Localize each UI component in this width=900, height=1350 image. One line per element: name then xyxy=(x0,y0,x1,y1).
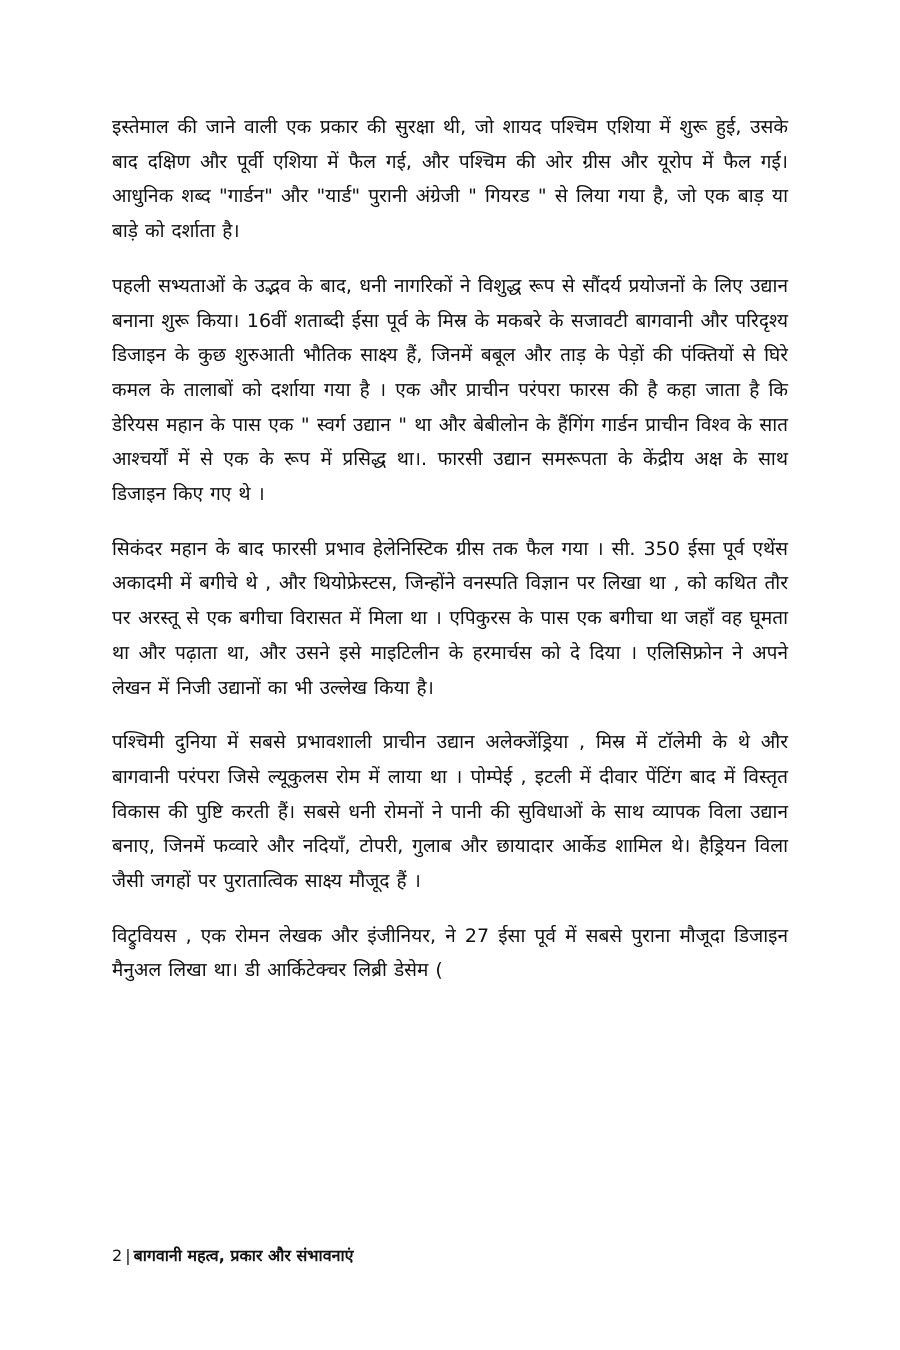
page-number: 2 xyxy=(112,1246,123,1265)
paragraph-2: पहली सभ्यताओं के उद्भव के बाद, धनी नागरिकों ने विशुद्ध रूप से सौंदर्य प्रयोजनों के लिए उद्यान बनाना शुरू किया। 16वीं शताब्दी ईसा पूर्व के मिस्र के मकबरे के सजावटी बागवानी और परिदृश्य डिजाइन के कुछ शुरुआती भौतिक साक्ष्य हैं, जिनमें बबूल और ताड़ के पेड़ों की पंक्तियों से घिरे कमल के तालाबों को दर्शाया गया है । एक और प्राचीन परंपरा फारस की है कहा जाता है कि डेरियस महान के पास एक " स्वर्ग उद्यान " था और बेबीलोन के हैंगिंग गार्डन प्राचीन विश्व के सात आश्चर्यों में से एक के रूप में प्रसिद्ध था।. फारसी उद्यान समरूपता के केंद्रीय अक्ष के साथ डिजाइन किए गए थे । xyxy=(112,274,788,506)
paragraph-4: पश्चिमी दुनिया में सबसे प्रभावशाली प्राचीन उद्यान अलेक्जेंड्रिया , मिस्र में टॉलेमी के थे और बागवानी परंपरा जिसे ल्यूकुलस रोम में लाया था । पोम्पेई , इटली में दीवार पेंटिंग बाद में विस्तृत विकास की पुष्टि करती हैं। सबसे धनी रोमनों ने पानी की सुविधाओं के साथ व्यापक विला उद्यान बनाए, जिनमें फव्वारे और नदियाँ, टोपरी, गुलाब और छायादार आर्केड शामिल थे। हैड्रियन विला जैसी जगहों पर पुरातात्विक साक्ष्य मौजूद हैं । xyxy=(112,731,788,893)
footer-separator: | xyxy=(125,1246,131,1265)
paragraph-5: विट्रुवियस , एक रोमन लेखक और इंजीनियर, ने 27 ईसा पूर्व में सबसे पुराना मौजूदा डिजाइन मैनुअल लिखा था। डी आर्किटेक्चर लिब्री डेसेम ( xyxy=(112,924,788,982)
paragraph-1: इस्तेमाल की जाने वाली एक प्रकार की सुरक्षा थी, जो शायद पश्चिम एशिया में शुरू हुई, उसके बाद दक्षिण और पूर्वी एशिया में फैल गई, और पश्चिम की ओर ग्रीस और यूरोप में फैल गई। आधुनिक शब्द "गार्डन" और "यार्ड" पुरानी अंग्रेजी " गियरड " से लिया गया है, जो एक बाड़ या बाड़े को दर्शाता है। xyxy=(112,116,788,243)
body-text xyxy=(112,110,788,1008)
page-footer xyxy=(112,1244,353,1268)
paragraph-3: सिकंदर महान के बाद फारसी प्रभाव हेलेनिस्टिक ग्रीस तक फैल गया । सी. 350 ईसा पूर्व एथेंस अकादमी में बगीचे थे , और थियोफ्रेस्टस, जिन्होंने वनस्पति विज्ञान पर लिखा था , को कथित तौर पर अरस्तू से एक बगीचा विरासत में मिला था । एपिकुरस के पास एक बगीचा था जहाँ वह घूमता था और पढ़ाता था, और उसने इसे माइटिलीन के हरमार्चस को दे दिया । एलिसिफ्रोन ने अपने लेखन में निजी उद्यानों का भी उल्लेख किया है। xyxy=(112,537,788,699)
book-title: बागवानी महत्व, प्रकार और संभावनाएं xyxy=(133,1246,354,1265)
